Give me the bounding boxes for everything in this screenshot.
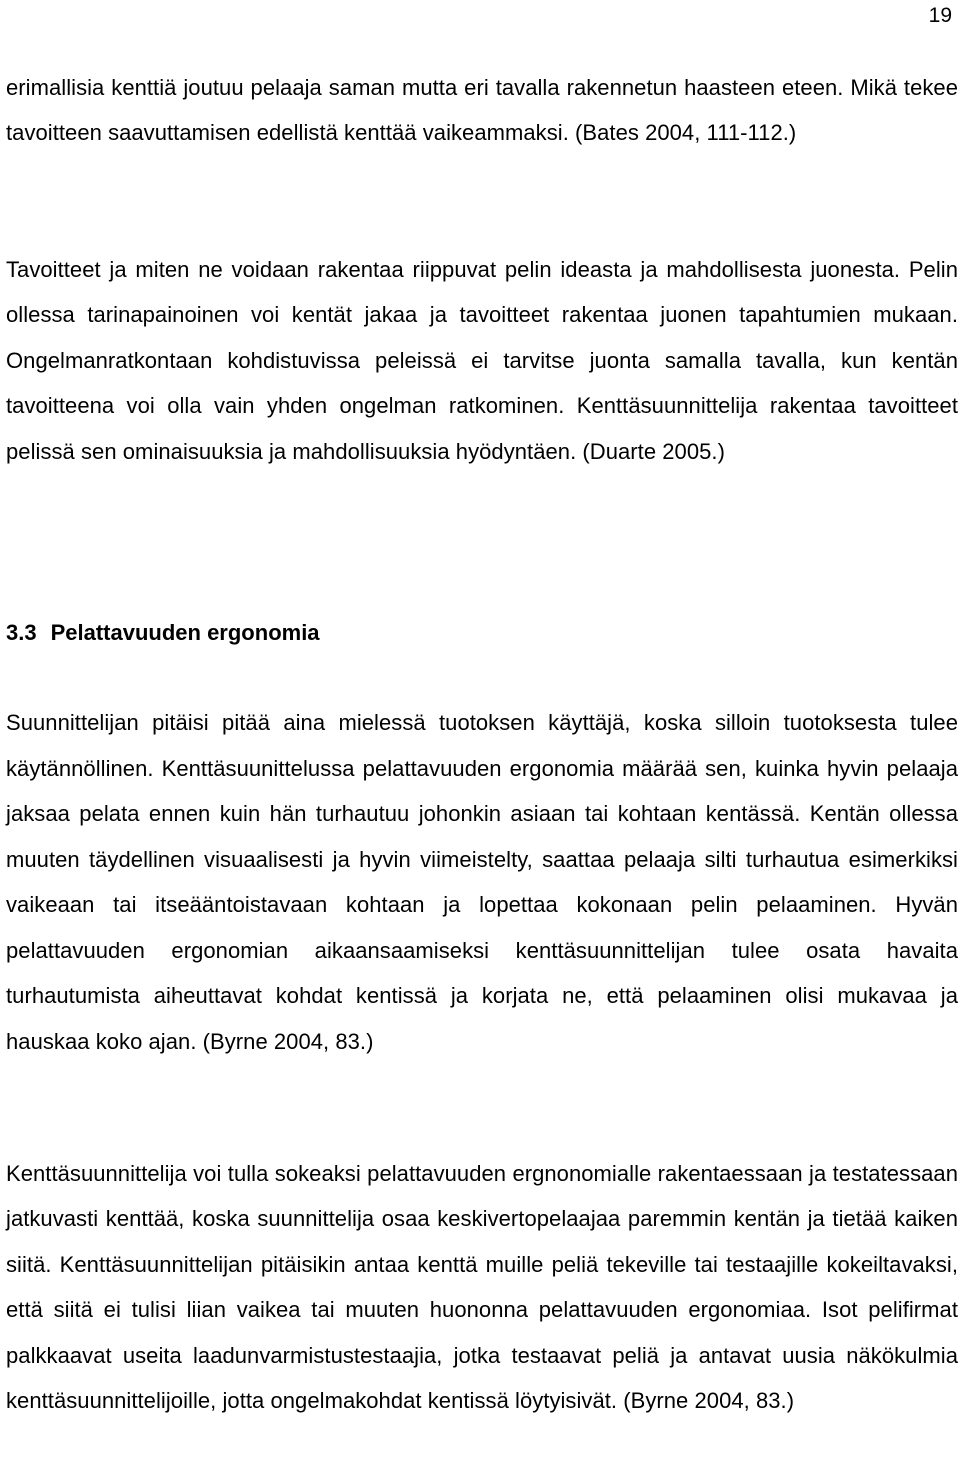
paragraph-2: Tavoitteet ja miten ne voidaan rakentaa riippuvat pelin ideasta ja mahdollisesta juonesta. Pelin ollessa tarinapainoinen voi kentät jakaa ja tavoitteet rakentaa juonen tapahtumien mukaan. Ongelmanratkontaan kohdistuvissa peleissä ei tarvitse juonta samalla tavalla, kun kentän tavoitteena voi olla vain yhden ongelman ratkominen. Kenttäsuunnittelija rakentaa tavoitteet pelissä sen ominaisuuksia ja mahdollisuuksia hyödyntäen. (Duarte 2005.) [6, 257, 958, 464]
paragraph-4-block [6, 1151, 958, 1423]
paragraph-1-block [6, 66, 958, 156]
paragraph-2-block [6, 247, 958, 474]
paragraph-3: Suunnittelijan pitäisi pitää aina mielessä tuotoksen käyttäjä, koska silloin tuotoksesta tulee käytännöllinen. Kenttäsuunittelussa pelattavuuden ergonomia määrää sen, kuinka hyvin pelaaja jaksaa pelata ennen kuin hän turhautuu johonkin asiaan tai kohtaan kentässä. Kentän ollessa muuten täydellinen visuaalisesti ja hyvin viimeistelty, saattaa pelaaja silti turhautua esimerkiksi vaikeaan tai itseääntoistavaan kohtaan ja lopettaa kokonaan pelin pelaaminen. Hyvän pelattavuuden ergonomian aikaansaamiseksi kenttäsuunnittelijan tulee osata havaita turhautumista aiheuttavat kohdat kentissä ja korjata ne, että pelaaminen olisi mukavaa ja hauskaa koko ajan. (Byrne 2004, 83.) [6, 710, 958, 1054]
page-number: 19 [928, 4, 952, 27]
section-title: Pelattavuuden ergonomia [50, 620, 320, 645]
paragraph-4: Kenttäsuunnittelija voi tulla sokeaksi pelattavuuden ergnonomialle rakentaessaan ja testatessaan jatkuvasti kenttää, koska suunnittelija osaa keskivertopelaajaa paremmin kentän ja tietää kaiken siitä. Kenttäsuunnittelijan pitäisikin antaa kenttä muille peliä tekeville tai testaajille kokeiltavaksi, että siitä ei tulisi liian vaikea tai muuten huononna pelattavuuden ergonomiaa. Isot pelifirmat palkkaavat useita laadunvarmistustestaajia, jotka testaavat peliä ja antavat uusia näkökulmia kenttäsuunnittelijoille, jotta ongelmakohdat kentissä löytyisivät. (Byrne 2004, 83.) [6, 1161, 958, 1414]
paragraph-3-block [6, 700, 958, 1064]
section-number: 3.3 [6, 620, 37, 645]
section-heading [6, 619, 958, 647]
paragraph-1: erimallisia kenttiä joutuu pelaaja saman mutta eri tavalla rakennetun haasteen eteen. Mikä tekee tavoitteen saavuttamisen edellistä kenttää vaikeammaksi. (Bates 2004, 111-112.) [6, 75, 958, 145]
